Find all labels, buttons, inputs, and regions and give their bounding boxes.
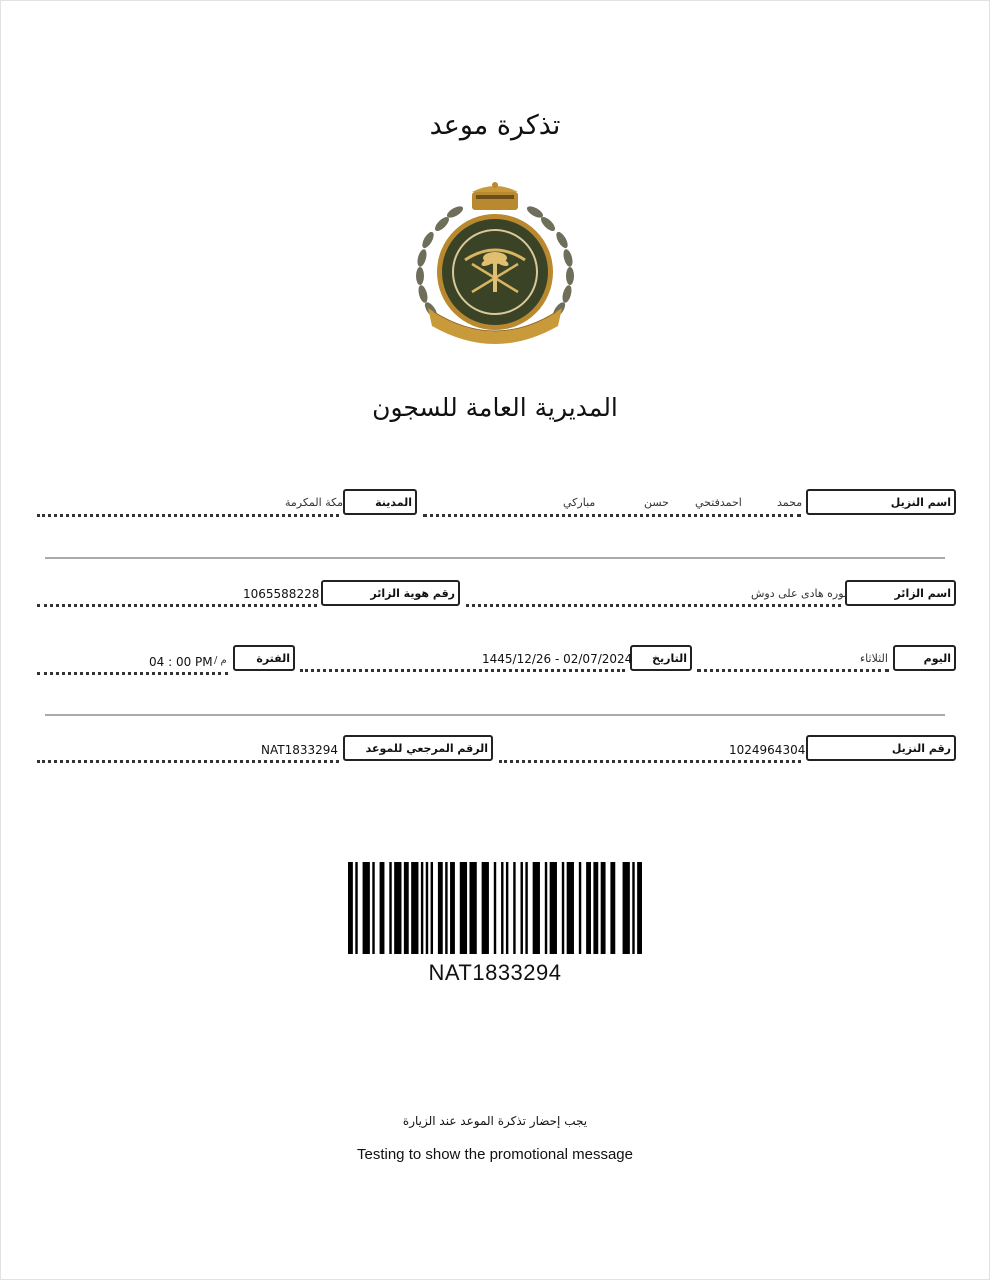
city-label: المدينة [343, 489, 417, 515]
barcode-bar [450, 862, 455, 954]
visitor-id-label: رقم هوية الزائر [321, 580, 460, 606]
inmate-id-value: 1024964304 [729, 743, 806, 757]
visitor-name-dots [466, 604, 841, 607]
barcode-text: NAT1833294 [428, 960, 562, 985]
visitor-id-value: 1065588228 [243, 587, 320, 601]
barcode-bar [586, 862, 591, 954]
barcode-bar [521, 862, 523, 954]
city-dots [37, 514, 339, 517]
emblem-logo [410, 180, 580, 355]
city-value: مكة المكرمة [285, 496, 344, 509]
barcode-bar [411, 862, 418, 954]
barcode-bar [482, 862, 489, 954]
barcode-bar [579, 862, 581, 954]
inmate-first-name: محمد [777, 496, 803, 509]
barcode-bar [593, 862, 598, 954]
inmate-id-label: رقم النزيل [806, 735, 956, 761]
date-label: التاريخ [630, 645, 692, 671]
barcode-bar [501, 862, 503, 954]
notice-text: يجب إحضار تذكرة الموعد عند الزيارة [402, 1114, 588, 1128]
barcode-bar [513, 862, 515, 954]
barcode-bar [601, 862, 606, 954]
inmate-name-label: اسم النزيل [806, 489, 956, 515]
visitor-id-dots [37, 604, 317, 607]
period-dots [37, 672, 228, 675]
reference-dots [37, 760, 339, 763]
barcode-bar [525, 862, 527, 954]
barcode-bar [438, 862, 443, 954]
barcode-bar [394, 862, 401, 954]
barcode-bar [460, 862, 467, 954]
barcode-bar [404, 862, 409, 954]
barcode-bar [421, 862, 423, 954]
date-dots [300, 669, 625, 672]
inmate-grandfather-name: حسن [644, 496, 669, 509]
page-title: تذكرة موعد [429, 110, 561, 141]
barcode-bar [445, 862, 447, 954]
barcode-bar [506, 862, 508, 954]
barcode-bar [355, 862, 357, 954]
barcode-bar [363, 862, 370, 954]
barcode-image [348, 862, 642, 954]
organization-name: المديرية العامة للسجون [372, 393, 618, 422]
crown-icon [472, 182, 518, 210]
barcode-bar [372, 862, 374, 954]
inmate-family-name: مباركي [563, 496, 596, 509]
barcode-bar [562, 862, 564, 954]
promo-text: Testing to show the promotional message [357, 1146, 633, 1163]
barcode-bar [431, 862, 433, 954]
barcode-bar [389, 862, 391, 954]
visitor-name-value: نوره هادى على دوش [751, 587, 847, 600]
barcode-bar [469, 862, 476, 954]
reference-value: NAT1833294 [261, 743, 339, 757]
barcode-bar [533, 862, 540, 954]
period-value: 04 : 00 PM [149, 655, 213, 669]
barcode-bar [637, 862, 642, 954]
barcode-bar [426, 862, 428, 954]
barcode-bar [567, 862, 574, 954]
inmate-id-dots [499, 760, 801, 763]
barcode-bar [610, 862, 615, 954]
inmate-name-dots [423, 514, 801, 517]
day-value: الثلاثاء [860, 652, 888, 665]
barcode-bar [348, 862, 353, 954]
barcode-bar [494, 862, 496, 954]
day-label: اليوم [893, 645, 956, 671]
period-label: الفترة [233, 645, 295, 671]
barcode-bar [380, 862, 385, 954]
barcode-bar [632, 862, 634, 954]
visitor-name-label: اسم الزائر [845, 580, 956, 606]
separator-2 [45, 714, 945, 716]
date-value: 1445/12/26 - 02/07/2024 [482, 652, 633, 666]
inmate-father-name: احمدفتحي [695, 496, 742, 509]
barcode-bar [623, 862, 630, 954]
reference-label: الرقم المرجعي للموعد [343, 735, 493, 761]
barcode-bar [545, 862, 547, 954]
day-dots [697, 669, 889, 672]
barcode-bar [550, 862, 557, 954]
separator-1 [45, 557, 945, 559]
period-suffix: م / [214, 655, 227, 666]
